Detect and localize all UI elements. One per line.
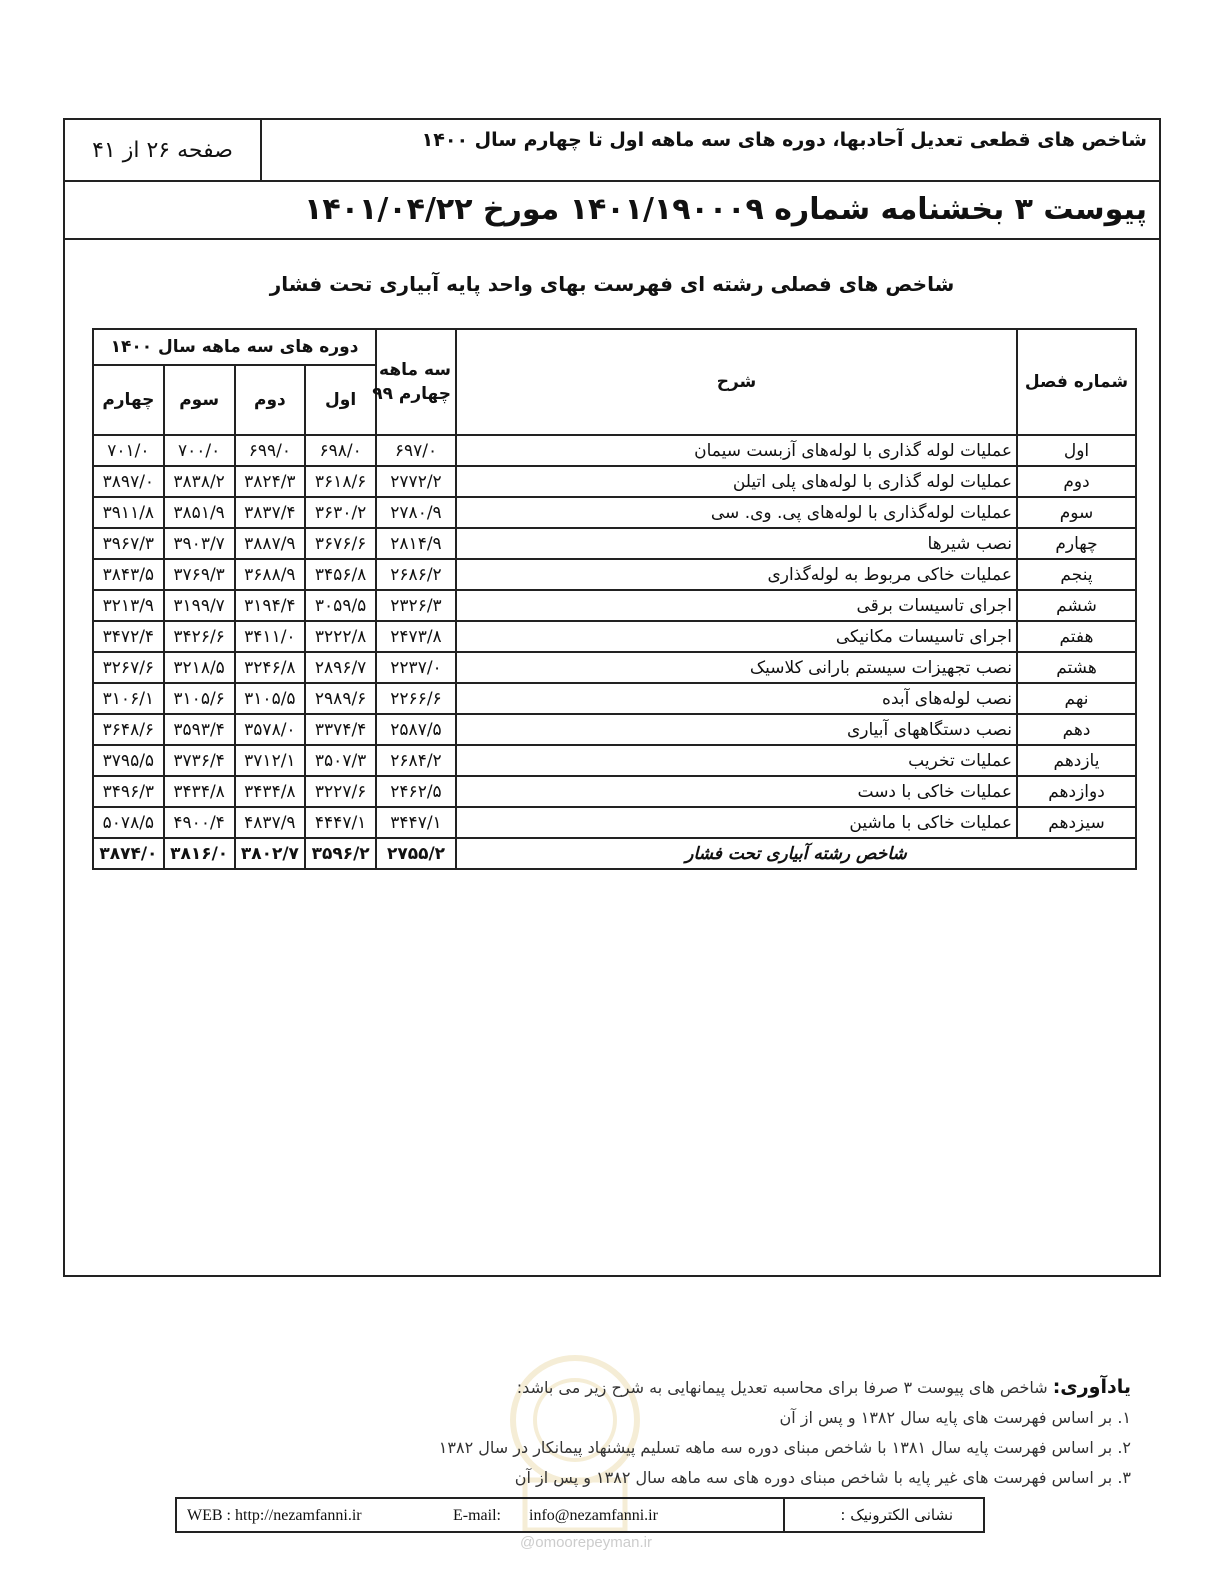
description-cell: عملیات لوله گذاری با لوله‌های آزبست سیمان [456,435,1017,466]
p3-cell: ۳۷۶۹/۳ [164,559,235,590]
p3-cell: ۳۷۳۶/۴ [164,745,235,776]
table-row [93,776,1136,807]
p1-cell: ۲۹۸۹/۶ [305,683,376,714]
p3-cell: ۳۹۰۳/۷ [164,528,235,559]
p3-cell: ۳۲۱۸/۵ [164,652,235,683]
header-row [65,120,1159,182]
description-cell: عملیات خاکی با ماشین [456,807,1017,838]
total-p4: ۳۸۷۴/۰ [93,838,164,869]
p1-cell: ۳۶۳۰/۲ [305,497,376,528]
chapter-cell: سیزدهم [1017,807,1136,838]
q4-99-cell: ۳۴۴۷/۱ [376,807,456,838]
total-label: شاخص رشته آبیاری تحت فشار [456,838,1136,869]
description-cell: نصب لوله‌های آبده [456,683,1017,714]
q4-99-cell: ۲۲۶۶/۶ [376,683,456,714]
p1-cell: ۲۸۹۶/۷ [305,652,376,683]
section-title: شاخص های فصلی رشته ای فهرست بهای واحد پایه آبیاری تحت فشار [269,272,955,296]
note-item: ۲. بر اساس فهرست پایه سال ۱۳۸۱ با شاخص مبنای دوره سه ماهه تسلیم پیشنهاد پیمانکار در سال ۱۳۸۲ [438,1438,1131,1457]
header-description: شرح [456,329,1017,435]
footer-web-link[interactable]: WEB : http://nezamfanni.ir [187,1507,362,1524]
p3-cell: ۳۴۳۴/۸ [164,776,235,807]
p3-cell: ۳۸۵۱/۹ [164,497,235,528]
header-q4-99 [372,329,456,435]
chapter-cell: سوم [1017,497,1136,528]
footer-box [175,1497,985,1533]
page-number: صفحه ۲۶ از ۴۱ [65,120,262,180]
q4-99-cell: ۲۲۳۷/۰ [376,652,456,683]
p4-cell: ۳۴۷۲/۴ [93,621,164,652]
p2-cell: ۳۴۳۴/۸ [235,776,306,807]
p4-cell: ۵۰۷۸/۵ [93,807,164,838]
description-cell: عملیات خاکی با دست [456,776,1017,807]
description-cell: عملیات تخریب [456,745,1017,776]
notes-label: یادآوری: [1052,1376,1131,1398]
description-cell: نصب تجهیزات سیستم بارانی کلاسیک [456,652,1017,683]
table-row [93,466,1136,497]
table-row [93,807,1136,838]
table-row [93,528,1136,559]
p1-cell: ۳۳۷۴/۴ [305,714,376,745]
p4-cell: ۷۰۱/۰ [93,435,164,466]
table-row [93,714,1136,745]
p4-cell: ۳۲۱۳/۹ [93,590,164,621]
table-row [93,435,1136,466]
watermark-text: @omoorepeyman.ir [520,1534,652,1551]
p4-cell: ۳۹۶۷/۳ [93,528,164,559]
p2-cell: ۳۱۰۵/۵ [235,683,306,714]
header-chapter: شماره فصل [1017,329,1136,435]
p3-cell: ۳۴۲۶/۶ [164,621,235,652]
table-row [93,497,1136,528]
p1-cell: ۳۶۷۶/۶ [305,528,376,559]
header-q4-99-line2: چهارم ۹۹ [372,384,451,404]
p1-cell: ۴۴۴۷/۱ [305,807,376,838]
description-cell: نصب دستگاههای آبیاری [456,714,1017,745]
p2-cell: ۳۸۲۴/۳ [235,466,306,497]
description-cell: عملیات لوله‌گذاری با لوله‌های پی. وی. سی [456,497,1017,528]
q4-99-cell: ۲۶۸۴/۲ [376,745,456,776]
p1-cell: ۳۲۲۲/۸ [305,621,376,652]
p2-cell: ۳۸۳۷/۴ [235,497,306,528]
p4-cell: ۳۹۱۱/۸ [93,497,164,528]
p1-cell: ۳۵۰۷/۳ [305,745,376,776]
p1-cell: ۳۲۲۷/۶ [305,776,376,807]
table-row [93,652,1136,683]
p1-cell: ۳۰۵۹/۵ [305,590,376,621]
header-p3: سوم [164,365,235,435]
p4-cell: ۳۷۹۵/۵ [93,745,164,776]
chapter-cell: هشتم [1017,652,1136,683]
q4-99-cell: ۲۴۶۲/۵ [376,776,456,807]
table-row [93,590,1136,621]
p2-cell: ۳۶۸۸/۹ [235,559,306,590]
p2-cell: ۳۴۱۱/۰ [235,621,306,652]
note-item: ۱. بر اساس فهرست های پایه سال ۱۳۸۲ و پس از آن [779,1408,1131,1427]
chapter-cell: دهم [1017,714,1136,745]
header-p1: اول [305,365,376,435]
footer-address-label: نشانی الکترونیک : [783,1499,983,1531]
p2-cell: ۳۵۷۸/۰ [235,714,306,745]
total-q4-99: ۲۷۵۵/۲ [376,838,456,869]
table-body [93,435,1136,869]
chapter-cell: دوم [1017,466,1136,497]
p3-cell: ۳۸۳۸/۲ [164,466,235,497]
footer-email-label: E-mail: [453,1507,501,1524]
p4-cell: ۳۴۹۶/۳ [93,776,164,807]
p3-cell: ۷۰۰/۰ [164,435,235,466]
total-row [93,838,1136,869]
p3-cell: ۴۹۰۰/۴ [164,807,235,838]
p2-cell: ۶۹۹/۰ [235,435,306,466]
header-p2: دوم [235,365,306,435]
table-row [93,621,1136,652]
chapter-cell: ششم [1017,590,1136,621]
p2-cell: ۳۲۴۶/۸ [235,652,306,683]
chapter-cell: اول [1017,435,1136,466]
q4-99-cell: ۲۵۸۷/۵ [376,714,456,745]
note-item: ۳. بر اساس فهرست های غیر پایه با شاخص مبنای دوره های سه ماهه سال ۱۳۸۲ و پس از آن [514,1468,1131,1487]
circular-reference: پیوست ۳ بخشنامه شماره ۱۴۰۱/۱۹۰۰۰۹ مورخ ۱۴۰۱/۰۴/۲۲ [304,192,1147,227]
q4-99-cell: ۲۷۸۰/۹ [376,497,456,528]
p2-cell: ۳۷۱۲/۱ [235,745,306,776]
p2-cell: ۳۱۹۴/۴ [235,590,306,621]
p1-cell: ۶۹۸/۰ [305,435,376,466]
description-cell: عملیات خاکی مربوط به لوله‌گذاری [456,559,1017,590]
chapter-cell: دوازدهم [1017,776,1136,807]
p4-cell: ۳۶۴۸/۶ [93,714,164,745]
chapter-cell: هفتم [1017,621,1136,652]
p1-cell: ۳۶۱۸/۶ [305,466,376,497]
q4-99-cell: ۲۷۷۲/۲ [376,466,456,497]
p2-cell: ۴۸۳۷/۹ [235,807,306,838]
description-cell: اجرای تاسیسات برقی [456,590,1017,621]
p3-cell: ۳۱۰۵/۶ [164,683,235,714]
description-cell: اجرای تاسیسات مکانیکی [456,621,1017,652]
p3-cell: ۳۵۹۳/۴ [164,714,235,745]
q4-99-cell: ۲۳۲۶/۳ [376,590,456,621]
table-row [93,559,1136,590]
q4-99-cell: ۲۴۷۳/۸ [376,621,456,652]
table-row [93,745,1136,776]
total-p3: ۳۸۱۶/۰ [164,838,235,869]
index-table [92,328,1137,870]
chapter-cell: چهارم [1017,528,1136,559]
p4-cell: ۳۸۴۳/۵ [93,559,164,590]
header-periods-1400: دوره های سه ماهه سال ۱۴۰۰ [93,329,376,365]
p3-cell: ۳۱۹۹/۷ [164,590,235,621]
p4-cell: ۳۲۶۷/۶ [93,652,164,683]
header-p4: چهارم [93,365,164,435]
notes-intro: شاخص های پیوست ۳ صرفا برای محاسبه تعدیل پیمانهایی به شرح زیر می باشد: [516,1378,1048,1397]
q4-99-cell: ۲۸۱۴/۹ [376,528,456,559]
p1-cell: ۳۴۵۶/۸ [305,559,376,590]
q4-99-cell: ۲۶۸۶/۲ [376,559,456,590]
p2-cell: ۳۸۸۷/۹ [235,528,306,559]
table-row [93,683,1136,714]
chapter-cell: پنجم [1017,559,1136,590]
chapter-cell: یازدهم [1017,745,1136,776]
total-p1: ۳۵۹۶/۲ [305,838,376,869]
chapter-cell: نهم [1017,683,1136,714]
p4-cell: ۳۸۹۷/۰ [93,466,164,497]
header-q4-99-line1: سه ماهه [379,360,451,380]
document-title: شاخص های قطعی تعدیل آحادبها، دوره های سه ماهه اول تا چهارم سال ۱۴۰۰ [421,129,1147,151]
footer-email-link[interactable]: info@nezamfanni.ir [529,1507,658,1524]
notes-block [371,1372,1131,1493]
circular-row [65,182,1159,240]
q4-99-cell: ۶۹۷/۰ [376,435,456,466]
page-frame [63,118,1161,1277]
description-cell: نصب شیرها [456,528,1017,559]
p4-cell: ۳۱۰۶/۱ [93,683,164,714]
description-cell: عملیات لوله گذاری با لوله‌های پلی اتیلن [456,466,1017,497]
total-p2: ۳۸۰۲/۷ [235,838,306,869]
